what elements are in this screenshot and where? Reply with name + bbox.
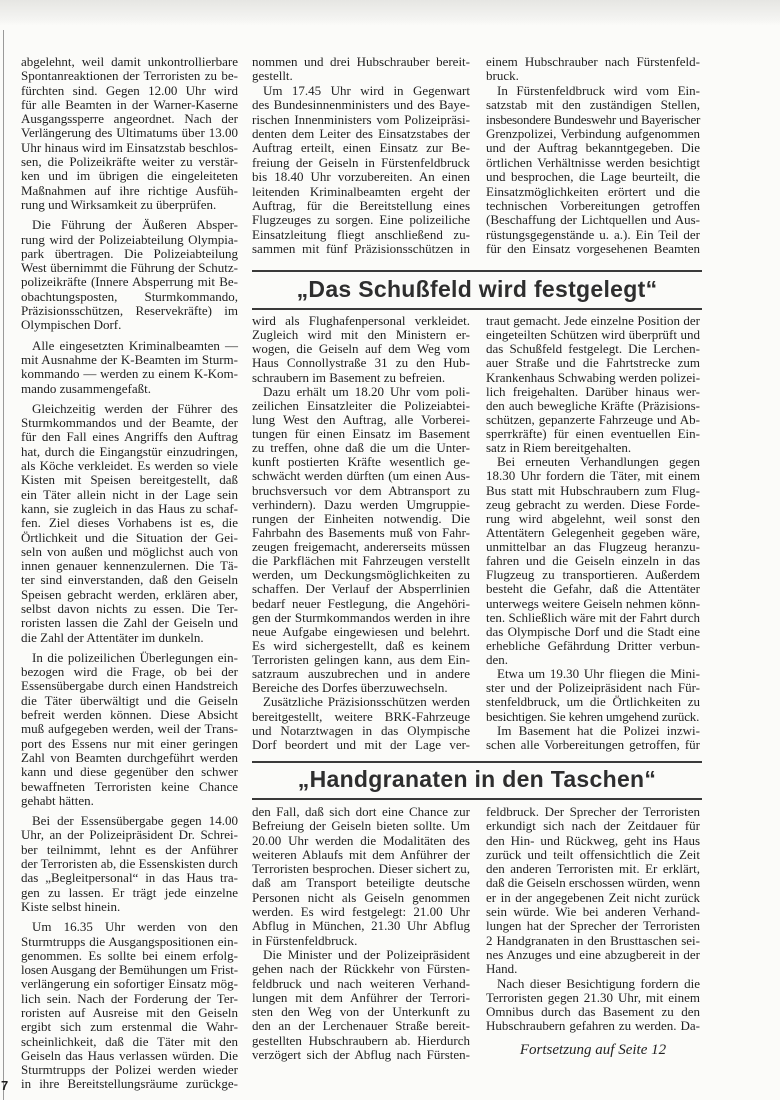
text-line: 2 Handgranaten in den Brusttaschen sei- — [486, 932, 700, 948]
text-line: einem Hubschrauber nach Fürstenfeld- — [486, 54, 700, 69]
headline-schussfeld: „Das Schußfeld wird festgelegt“ — [296, 276, 658, 302]
paragraph — [21, 339, 238, 396]
text-line: schwächt werden dürften (um einen Aus- — [252, 468, 470, 484]
text-line: in ihre Bereitstellungsräume zurückge- — [21, 1076, 238, 1092]
text-line: Die Minister und der Polizeipräsident — [263, 946, 470, 962]
text-line: besteht die Gefahr, daß die Attentäter — [486, 581, 700, 597]
text-line: Kiste selbst hinein. — [21, 898, 121, 914]
text-line: scheinlichkeit, daß die Täter mit den — [21, 1033, 238, 1049]
text-line: das „Begleitpersonal“ in das Haus tra- — [21, 870, 238, 886]
text-line: rungen der Einheiten notwendig. Die — [252, 510, 470, 526]
continuation-note: Fortsetzung auf Seite 12 — [519, 1042, 667, 1058]
text-line: der Terroristen ab, die Essenskisten durch — [21, 856, 238, 872]
text-line: mando zusammengefaßt. — [21, 380, 151, 396]
text-line: rung und Wirksamkeit zu überprüfen. — [21, 196, 217, 212]
text-line: Einsatzleitung fliegt anschließend zu- — [252, 226, 470, 242]
text-line: Uhr, an der Polizeipräsident Dr. Schrei- — [21, 827, 238, 843]
text-line: Zahl von Beamten durchgeführt werden — [21, 749, 238, 765]
paragraph — [21, 402, 238, 645]
headline-handgranaten: „Handgranaten in den Taschen“ — [297, 766, 657, 792]
text-line: er in der angegebenen Zeit nicht zurück — [486, 889, 700, 905]
text-line: rung wird der Polizeiabteilung Olympia- — [21, 231, 238, 247]
text-line: als Köche verkleidet. Es werden so viele — [21, 458, 238, 474]
text-line: lich sein. Nach der Forderung der Ter- — [21, 990, 238, 1006]
text-line: seln von außen und möglichst auch von — [21, 543, 238, 559]
text-line: Fahrbahn des Basements muß von Fahr- — [252, 524, 470, 540]
text-line: Um 17.45 Uhr wird in Gegenwart — [263, 82, 470, 98]
text-line: nommen und drei Hubschrauber bereit- — [252, 54, 470, 69]
paragraph — [21, 218, 238, 332]
paragraph — [486, 805, 700, 977]
text-line: Bereiche des Dorfes überzuwechseln. — [252, 680, 448, 696]
text-line: Es wird sichergestellt, daß es keinem — [252, 637, 470, 653]
text-line: Auftrag, für die Bereitstellung eines — [252, 197, 470, 213]
paragraph — [486, 667, 700, 724]
headline-rule-bottom — [252, 798, 702, 800]
text-line: sein würde. Wie bei anderen Verhand- — [486, 904, 700, 920]
text-line: bereitgestellt, weitere BRK-Fahrzeuge — [252, 708, 470, 724]
page-number: 7 — [1, 1078, 9, 1093]
text-line: 20.00 Uhr werden die Modalitäten des — [252, 832, 470, 848]
text-line: gen der Sturmkommandos werden in ihre — [252, 609, 470, 625]
paragraph — [252, 385, 470, 696]
text-line: Um 16.35 Uhr werden von den — [32, 919, 238, 935]
scan-shading — [0, 0, 780, 26]
text-line: lich freigehalten. Darüber hinaus wer- — [486, 383, 700, 399]
text-line: kann, sie zugleich in das Haus zu schaf- — [21, 500, 238, 516]
text-line: befreit werden können. Diese Absicht — [21, 707, 238, 723]
text-line: Krankenhaus Schwabing werden polizei- — [486, 369, 701, 385]
text-line: leitenden Kriminalbeamten ergeht der — [252, 183, 470, 199]
text-line: schaffen. Der Verlauf der Absperrlinien — [252, 581, 470, 597]
text-line: hat, durch die Eingangstür einzudringen, — [21, 443, 238, 459]
text-line: satz in Riem bereitgehalten. — [486, 440, 632, 456]
text-line: Kisten mit Speisen bereitgestellt, daß — [21, 472, 238, 488]
text-line: bedarf neuer Festlegung, die Angehöri- — [252, 595, 470, 611]
text-line: abgelehnt, weil damit unkontrollierbare — [21, 54, 238, 69]
paragraph — [486, 724, 700, 752]
text-line: und Notarztwagen in das Olympische — [252, 722, 470, 738]
paragraph — [21, 920, 238, 1092]
text-line: gen zu lassen. Er trägt jede einzelne — [21, 884, 238, 900]
text-line: Präzisionsschützen, Reservekräfte) im — [21, 303, 238, 319]
paragraph — [486, 455, 700, 667]
text-line: feldbruck. Der Sprecher der Terroristen — [486, 804, 700, 819]
text-line: Personen nicht als Geiseln genommen — [252, 889, 470, 905]
column-2-middle-text — [252, 314, 470, 752]
text-line: schützen, gepanzerte Fahrzeuge und Ab- — [486, 411, 700, 427]
text-line: werden. Es wird festgelegt: 21.00 Uhr — [252, 904, 470, 920]
text-line: kunft postierten Kräfte wesentlich ge- — [252, 454, 470, 470]
text-line: roristen auf Ausreise mit den Geiseln — [21, 1005, 238, 1020]
text-line: In die polizeilichen Überlegungen ein- — [32, 649, 238, 665]
text-line: tungen für einen Einsatz im Basement — [252, 426, 470, 441]
text-line: gehabt hätten. — [21, 792, 94, 808]
headline-rule-top — [252, 270, 702, 272]
column-3-bottom-text — [486, 805, 700, 1034]
text-line: die Parkflächen mit Fahrzeugen verstellt — [252, 553, 470, 569]
text-line: Maßnahmen auf ihre richtige Ausfüh- — [21, 182, 238, 198]
text-line: den Hin- und Rückweg, geht ins Haus — [486, 832, 700, 848]
text-line: zeugen freigemacht, andererseits müssen — [252, 539, 470, 554]
text-line: Alle eingesetzten Kriminalbeamten — — [32, 337, 238, 353]
column-2-top-text — [252, 55, 470, 256]
text-line: satzstab mit den zuständigen Stellen, — [486, 97, 700, 113]
text-line: Auftrag erteilt, einen Einsatz zur Be- — [252, 140, 470, 156]
text-line: Im Basement hat die Polizei inzwi- — [497, 722, 700, 738]
text-line: den an der Lerchenauer Straße bereit- — [252, 1018, 470, 1034]
text-line: Dazu erhält um 18.20 Uhr vom poli- — [263, 383, 470, 399]
column-3-middle-text — [486, 314, 700, 752]
text-line: Die Führung der Äußeren Absper- — [32, 217, 238, 233]
text-line: roristen lassen die Zahl der Geiseln und — [21, 615, 238, 631]
text-line: rischen Innenministers vom Polizeipräsi- — [252, 111, 470, 127]
text-line: zu treffen, ohne daß die um die Unter- — [252, 440, 470, 456]
text-line: daß die Geiseln erschossen würden, wenn — [486, 875, 700, 891]
text-line: sammen mit fünf Präzisionsschützen in — [252, 241, 470, 257]
text-line: eingeteilten Schützen wird überprüft und — [486, 327, 700, 343]
paragraph — [252, 805, 470, 948]
headline-rule-bottom — [252, 308, 702, 310]
text-line: zeilichen Einsatzleiter die Polizeiabtei- — [252, 397, 470, 413]
text-line: bis 18.40 Uhr vorzubereiten. An einen — [252, 169, 470, 185]
text-line: besichtigen. Sie kehren umgehend zurück. — [486, 708, 700, 724]
paragraph — [486, 55, 700, 84]
text-line: schraubern im Basement zu befreien. — [252, 369, 446, 385]
text-line: die Täter überwältigt und die Geiseln — [21, 692, 238, 708]
text-line: bewaffneten Terroristen keine Chance — [21, 778, 238, 794]
text-line: Uhr hinaus wird im Einsatzstab beschlos- — [21, 139, 238, 155]
paragraph — [486, 84, 700, 257]
text-line: Etwa um 19.30 Uhr fliegen die Mini- — [497, 666, 700, 682]
paragraph — [21, 55, 238, 212]
text-line: und besprochen, die Lage beurteilt, die — [486, 169, 700, 185]
text-line: Bei erneuten Verhandlungen gegen — [497, 454, 700, 470]
text-line: In Fürstenfeldbruck wird vom Ein- — [497, 82, 700, 98]
paragraph — [486, 314, 700, 455]
text-line: Essensübergabe durch einen Handstreich — [21, 678, 238, 694]
text-line: gestellt. — [252, 68, 293, 84]
text-line: Terroristen besprochen. Dieser sichert zu, — [252, 861, 470, 877]
text-line: Sturmtrupps die Ausgangspositionen ein- — [21, 933, 238, 949]
text-line: sen, die Polizeikräfte weiter zu verstär- — [21, 154, 238, 170]
text-line: Dorf beordert und mit der Lage ver- — [252, 736, 470, 752]
text-line: wird als Flughafenpersonal verkleidet. — [252, 313, 470, 328]
paragraph — [252, 948, 470, 1062]
text-line: schen alle Vorbereitungen getroffen, für — [486, 736, 700, 752]
text-line: wogen, die Geiseln auf dem Weg vom — [252, 341, 470, 357]
text-line: Verlängerung des Ultimatums über 13.00 — [21, 125, 238, 141]
text-line: park übertragen. Die Polizeiabteilung — [21, 245, 238, 261]
text-line: Terroristen gelingen kann, aus dem Ein- — [252, 652, 470, 667]
paragraph — [252, 55, 470, 84]
column-1-text — [21, 55, 238, 1098]
text-line: innen genauer kennenzulernen. Die Tä- — [21, 558, 238, 574]
text-line: bruck. — [486, 68, 519, 84]
text-line: den. — [486, 652, 509, 667]
text-line: ten. Schließlich wäre mit der Fahrt durch — [486, 609, 700, 625]
text-line: den anderen Terroristen mit. Er erklärt, — [486, 861, 700, 877]
text-line: gehen nach der Rückkehr von Fürsten- — [252, 961, 470, 977]
text-line: verhindern). Dazu werden Umgruppie- — [252, 496, 470, 512]
text-line: port des Essens nur mit einer geringen — [21, 735, 238, 751]
text-line: für alle Beamten in der Warner-Kaserne — [21, 96, 238, 112]
text-line: kommando — werden zu einem K-Kom- — [21, 366, 238, 382]
text-line: Flugzeuges zu sorgen. Eine polizeiliche — [252, 212, 470, 228]
text-line: lungen mit dem Anführer der Terrori- — [252, 989, 470, 1005]
text-line: für den Fall eines Angriffs den Auftrag — [21, 429, 238, 445]
text-line: werden, um Deckungsmöglichkeiten zu — [252, 567, 470, 583]
text-line: Nach dieser Besichtigung fordern die — [497, 975, 700, 991]
text-line: ster und der Polizeipräsident nach Für- — [486, 680, 700, 696]
text-line: Olympischen Dorf. — [21, 317, 122, 333]
text-line: Sturmtrupps der Polizei werden wieder — [21, 1062, 238, 1078]
text-line: verzögert sich der Abflug nach Fürsten- — [252, 1047, 470, 1063]
text-line: weiteren Ablaufs mit dem Anführer der — [252, 846, 470, 862]
text-line: Hubschraubern gefahren zu werden. Da- — [486, 1018, 700, 1034]
text-line: genommen. Es sollte bei einem erfolg- — [21, 947, 238, 963]
text-line: erhebliche Gefährdung Dritter verbun- — [486, 637, 700, 653]
text-line: Einsatzmöglichkeiten erörtert und die — [486, 183, 700, 199]
text-line: das Olympische Dorf und die Stadt eine — [486, 623, 700, 639]
text-line: lung West den Auftrag, alle Vorberei- — [252, 411, 470, 427]
text-line: unmittelbar an das Flugzeug heranzu- — [486, 539, 700, 554]
text-line: Bei der Essensübergabe gegen 14.00 — [32, 813, 238, 829]
paragraph — [486, 977, 700, 1034]
column-2-bottom-text — [252, 805, 470, 1062]
text-line: zurück und teilt offensichtlich die Zeit — [486, 846, 700, 862]
text-line: Attentätern Gelegenheit gegeben wäre, — [486, 524, 700, 540]
text-line: Geiseln das Haus verlassen würden. Die — [21, 1047, 238, 1063]
text-line: losen Ausgang der Bemühungen um Frist- — [21, 962, 238, 978]
text-line: gestellten Hubschraubern ab. Hierdurch — [252, 1032, 470, 1048]
text-line: fen. Ziel dieses Vorhabens ist es, die — [21, 515, 238, 531]
text-line: obachtungsposten, Sturmkommando, — [21, 288, 238, 304]
text-line: fahren und die Geiseln einzeln in das — [486, 553, 700, 569]
text-line: Befreiung der Geiseln bieten sollte. Um — [252, 818, 470, 834]
text-line: Flugzeug zu transportieren. Außerdem — [486, 567, 700, 583]
text-line: bezogen wird die Frage, ob bei der — [21, 664, 238, 680]
text-line: unterwegs weitere Geiseln nehmen könn- — [486, 595, 700, 611]
text-line: Gleichzeitig werden der Führer des — [32, 400, 238, 416]
text-line: in Fürstenfeldbruck. — [252, 932, 358, 948]
paragraph — [252, 695, 470, 752]
text-line: Ausgangssperre angeordnet. Nach der — [21, 111, 238, 127]
text-line: stenfeldbruck, um die Örtlichkeiten zu — [486, 694, 700, 710]
text-line: Speisen gebracht werden, erklären aber, — [21, 586, 238, 602]
text-line: mit Ausnahme der K-Beamten im Sturm- — [21, 351, 238, 367]
text-line: den auch bewegliche Kräfte (Präzisions- — [486, 397, 700, 413]
text-line: bruchsversuch vor dem Abtransport zu — [252, 482, 470, 498]
text-line: nes Anzuges und eine abzugbereit in der — [486, 946, 700, 962]
text-line: auer Straße und die Fahrtstrecke zum — [486, 355, 700, 371]
text-line: erkundigt sich nach der Zeitdauer für — [486, 818, 700, 834]
text-line: traut gemacht. Jede einzelne Position der — [486, 313, 700, 328]
text-line: zeug gebracht zu werden. Diese Forde- — [486, 496, 700, 512]
text-line: polizeikräfte (Innere Absperrung mit Be- — [21, 274, 238, 290]
text-line: ter sind einverstanden, daß den Geiseln — [21, 572, 238, 588]
text-line: selbst davon nichts zu essen. Die Ter- — [21, 600, 238, 616]
text-line: das Schußfeld festgelegt. Die Lerchen- — [486, 341, 700, 357]
text-line: ein Täter allein nicht in der Lage sein — [21, 486, 238, 502]
text-line: kann und diese gegenüber den schwer — [21, 764, 238, 780]
text-line: für den Einsatz vorgesehenen Beamten — [486, 241, 700, 257]
text-line: Hand. — [486, 961, 518, 977]
text-line: Bus statt mit Hubschraubern zum Flug- — [486, 482, 700, 498]
text-line: neue Aufgabe eingewiesen und belehrt. — [252, 623, 470, 639]
text-line: (Beschaffung der Lichtquellen und Aus- — [486, 212, 700, 228]
text-line: muß aufgegeben werden, weil der Trans- — [21, 721, 238, 737]
text-line: verlängerung ein sofortiger Einsatz mög- — [21, 976, 238, 992]
text-line: Zugleich wird mit den Ministern er- — [252, 327, 470, 343]
text-line: 18.30 Uhr fordern die Täter, mit einem — [486, 468, 700, 484]
text-line: ber teilnimmt, lehnt es der Anführer — [21, 841, 238, 857]
paragraph — [21, 651, 238, 808]
text-line: fürchten sind. Gegen 12.00 Uhr wird — [21, 82, 238, 98]
text-line: ergibt sich zum erstenmal die Wahr- — [21, 1019, 238, 1035]
paragraph — [252, 314, 470, 385]
text-line: sperrkräfte) für einen eventuellen Ein- — [486, 426, 700, 441]
text-line: Omnibus durch das Basement zu den — [486, 1004, 700, 1020]
text-line: des Bundesinnenministers und des Baye- — [252, 97, 470, 113]
scan-edge-line — [3, 30, 4, 1100]
text-line: freiung der Geiseln in Fürstenfeldbruck — [252, 154, 470, 170]
text-line: sten den Weg von der Unterkunft zu — [252, 1004, 470, 1020]
text-line: denten dem Leiter des Einsatzstabes der — [252, 125, 470, 141]
text-line: und der Auftrag bekanntgegeben. Die — [486, 140, 700, 156]
text-line: lungen hat der Sprecher der Terroristen — [486, 918, 700, 934]
text-line: Örtlichkeit und die Situation der Gei- — [21, 529, 238, 545]
text-line: den Fall, daß sich dort eine Chance zur — [252, 804, 470, 819]
paragraph — [252, 84, 470, 257]
text-line: technischen Vorbereitungen getroffen — [486, 197, 700, 213]
text-line: Terroristen gegen 21.30 Uhr, mit einem — [486, 989, 700, 1005]
text-line: feldbruck und nach weiteren Verhand- — [252, 975, 470, 991]
headline-rule-top — [252, 761, 702, 763]
text-line: ken und im übrigen die eingeleiteten — [21, 168, 238, 184]
paragraph — [21, 814, 238, 914]
text-line: Sturmkommandos und der Beamte, der — [21, 415, 238, 431]
text-line: rüstungsgegenstände u. a.). Ein Teil der — [486, 226, 700, 242]
text-line: Abflug in München, 21.30 Uhr Abflug — [252, 918, 470, 934]
text-line: Grenzpolizei, Verbindung aufgenommen — [486, 125, 700, 141]
text-line: daß am Transport beteiligte deutsche — [252, 875, 470, 891]
text-line: Zusätzliche Präzisionsschützen werden — [263, 694, 470, 710]
text-line: die Zahl der Attentäter im dunkeln. — [21, 629, 204, 645]
text-line: West übernimmt die Führung der Schutz- — [21, 260, 238, 276]
text-line: insbesondere Bundeswehr und Bayerischer — [486, 111, 700, 127]
column-3-top-text — [486, 55, 700, 256]
text-line: satzraum auszubrechen und in andere — [252, 666, 470, 682]
text-line: Haus Connollystraße 31 zu den Hub- — [252, 355, 470, 371]
text-line: örtlichen Verhältnisse werden besichtigt — [486, 154, 700, 170]
text-line: rung wird abgelehnt, weil sonst den — [486, 510, 700, 526]
text-line: Spontanreaktionen der Terroristen zu be- — [21, 68, 238, 84]
